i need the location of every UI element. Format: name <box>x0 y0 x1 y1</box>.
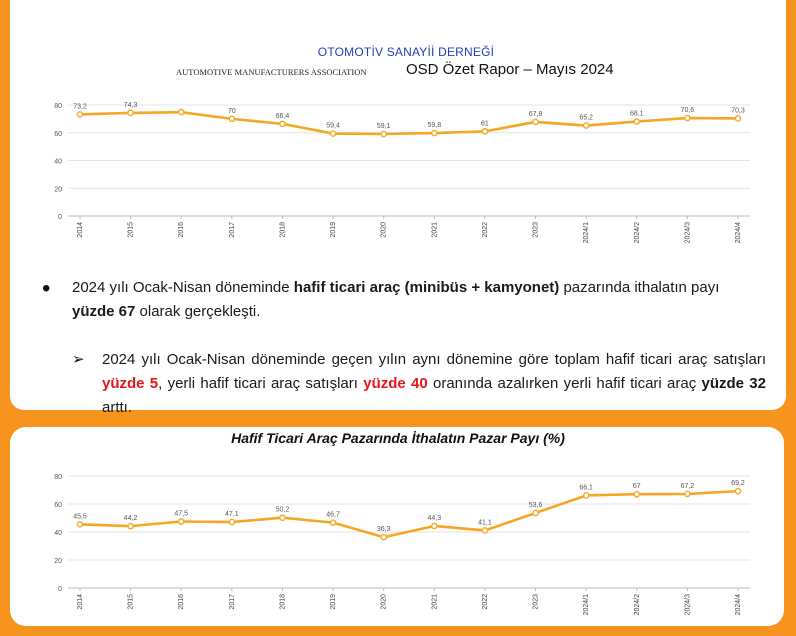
data-label: 67,8 <box>528 110 543 118</box>
data-label: 45,5 <box>73 513 87 521</box>
data-point <box>685 115 690 120</box>
data-point <box>229 519 234 524</box>
data-point <box>735 116 740 121</box>
data-label: 44,3 <box>427 514 442 522</box>
data-label: 70,6 <box>680 107 695 115</box>
data-point <box>381 535 386 540</box>
x-tick-label: 2024/2 <box>633 594 641 616</box>
paragraph-import-share: 2024 yılı Ocak-Nisan döneminde hafif ticari araç (minibüs + kamyonet) pazarında ithalatın payı yüzde 67 olarak gerçekleşti. <box>72 279 720 320</box>
data-point <box>685 491 690 496</box>
x-tick-label: 2016 <box>178 594 186 610</box>
bullet-marker: • <box>42 275 51 302</box>
y-tick-label: 60 <box>54 502 62 509</box>
x-tick-label: 2024/4 <box>735 222 742 244</box>
bold-percent-increase: yüzde 32 <box>701 375 766 392</box>
y-tick-label: 20 <box>54 558 62 565</box>
y-tick-label: 0 <box>58 586 62 593</box>
data-point <box>634 119 639 124</box>
data-point <box>482 129 487 134</box>
red-percent-domestic: yüzde 40 <box>363 375 428 392</box>
data-point <box>330 520 335 525</box>
chart-import-share-bottom <box>50 470 760 620</box>
org-name-en: AUTOMOTIVE MANUFACTURERS ASSOCIATION <box>176 67 367 77</box>
x-tick-label: 2024/2 <box>633 222 641 244</box>
data-point <box>533 119 538 124</box>
y-tick-label: 0 <box>58 214 62 221</box>
data-point <box>77 112 82 117</box>
y-tick-label: 60 <box>54 130 62 138</box>
org-name: OTOMOTİV SANAYİİ DERNEĞİ <box>317 45 495 59</box>
data-point <box>381 131 386 136</box>
x-tick-label: 2021 <box>431 222 439 238</box>
x-tick-label: 2019 <box>330 594 338 610</box>
data-label: 50,2 <box>275 506 290 514</box>
data-label: 36,3 <box>376 526 391 534</box>
data-point <box>432 523 437 528</box>
data-label: 69,2 <box>731 480 745 488</box>
x-tick-label: 2017 <box>228 594 236 610</box>
data-point <box>584 493 589 498</box>
data-label: 46,7 <box>326 511 340 519</box>
x-tick-label: 2024/3 <box>684 222 692 244</box>
y-tick-label: 40 <box>54 158 62 166</box>
data-point <box>735 489 740 494</box>
x-tick-label: 2020 <box>380 222 388 238</box>
x-tick-label: 2017 <box>228 222 236 238</box>
y-tick-label: 80 <box>54 474 62 481</box>
x-tick-label: 2019 <box>330 222 338 238</box>
x-tick-label: 2023 <box>532 594 540 610</box>
x-tick-label: 2023 <box>532 222 540 238</box>
data-label: 70 <box>227 107 236 115</box>
data-label: 59,1 <box>376 122 391 130</box>
data-label: 41,1 <box>478 519 492 527</box>
data-point <box>179 110 184 115</box>
data-point <box>280 121 285 126</box>
data-label: 66,4 <box>275 112 290 120</box>
chart-import-share-top <box>50 100 760 248</box>
arrow-bullet-icon: ➢ <box>72 351 85 368</box>
data-point <box>330 131 335 136</box>
data-point <box>128 110 133 115</box>
x-tick-label: 2024/4 <box>735 594 742 616</box>
x-tick-label: 2021 <box>431 594 439 610</box>
data-point <box>584 123 589 128</box>
data-label: 66,1 <box>579 484 593 492</box>
x-tick-label: 2024/1 <box>583 222 591 244</box>
data-point <box>229 116 234 121</box>
x-tick-label: 2015 <box>127 222 135 238</box>
x-tick-label: 2014 <box>77 594 84 610</box>
y-tick-label: 20 <box>54 186 62 194</box>
x-tick-label: 2022 <box>481 222 489 238</box>
data-label: 67,2 <box>680 482 695 490</box>
data-label: 70,3 <box>731 107 745 115</box>
data-point <box>280 515 285 520</box>
y-tick-label: 80 <box>54 103 62 110</box>
data-point <box>179 519 184 524</box>
x-tick-label: 2014 <box>77 222 84 238</box>
paragraph-sales-change: 2024 yılı Ocak-Nisan döneminde geçen yılın aynı dönemine göre toplam hafif ticari araç satışları yüzde 5, yerli hafif ticari araç satışları yüzde 40 oranında azalırken yerli hafif ticari araç yüzde 32 arttı. <box>102 351 766 416</box>
report-title: OSD Özet Rapor – Mayıs 2024 <box>406 61 614 78</box>
bold-percent: yüzde 67 <box>72 303 136 320</box>
red-percent-total: yüzde 5 <box>102 375 159 392</box>
data-label: 74,3 <box>123 101 138 109</box>
x-tick-label: 2018 <box>279 594 287 610</box>
data-label: 53,6 <box>528 501 543 509</box>
x-tick-label: 2024/3 <box>684 594 692 616</box>
x-tick-label: 2015 <box>127 594 135 610</box>
data-label: 67 <box>632 483 641 491</box>
data-label: 61 <box>481 120 489 128</box>
bold-vehicle-type: hafif ticari araç (minibüs + kamyonet) <box>293 279 560 296</box>
data-point <box>432 130 437 135</box>
data-label: 59,8 <box>427 122 442 130</box>
data-point <box>77 522 82 527</box>
data-point <box>128 524 133 529</box>
data-label: 47,5 <box>174 510 189 518</box>
x-tick-label: 2024/1 <box>583 594 591 616</box>
y-tick-label: 40 <box>54 530 62 537</box>
chart-title: Hafif Ticari Araç Pazarında İthalatın Pazar Payı (%) <box>231 430 565 446</box>
x-tick-label: 2022 <box>481 594 489 610</box>
data-label: 59,4 <box>326 122 340 130</box>
data-point <box>533 510 538 515</box>
x-tick-label: 2020 <box>380 594 388 610</box>
data-label: 47,1 <box>225 511 239 519</box>
data-point <box>482 528 487 533</box>
data-point <box>634 492 639 497</box>
data-label: 68,1 <box>629 110 644 118</box>
data-label: 73,2 <box>73 103 87 111</box>
x-tick-label: 2016 <box>178 222 186 238</box>
x-tick-label: 2018 <box>279 222 287 238</box>
data-label: 44,2 <box>123 515 138 523</box>
data-label: 65,2 <box>579 114 593 122</box>
